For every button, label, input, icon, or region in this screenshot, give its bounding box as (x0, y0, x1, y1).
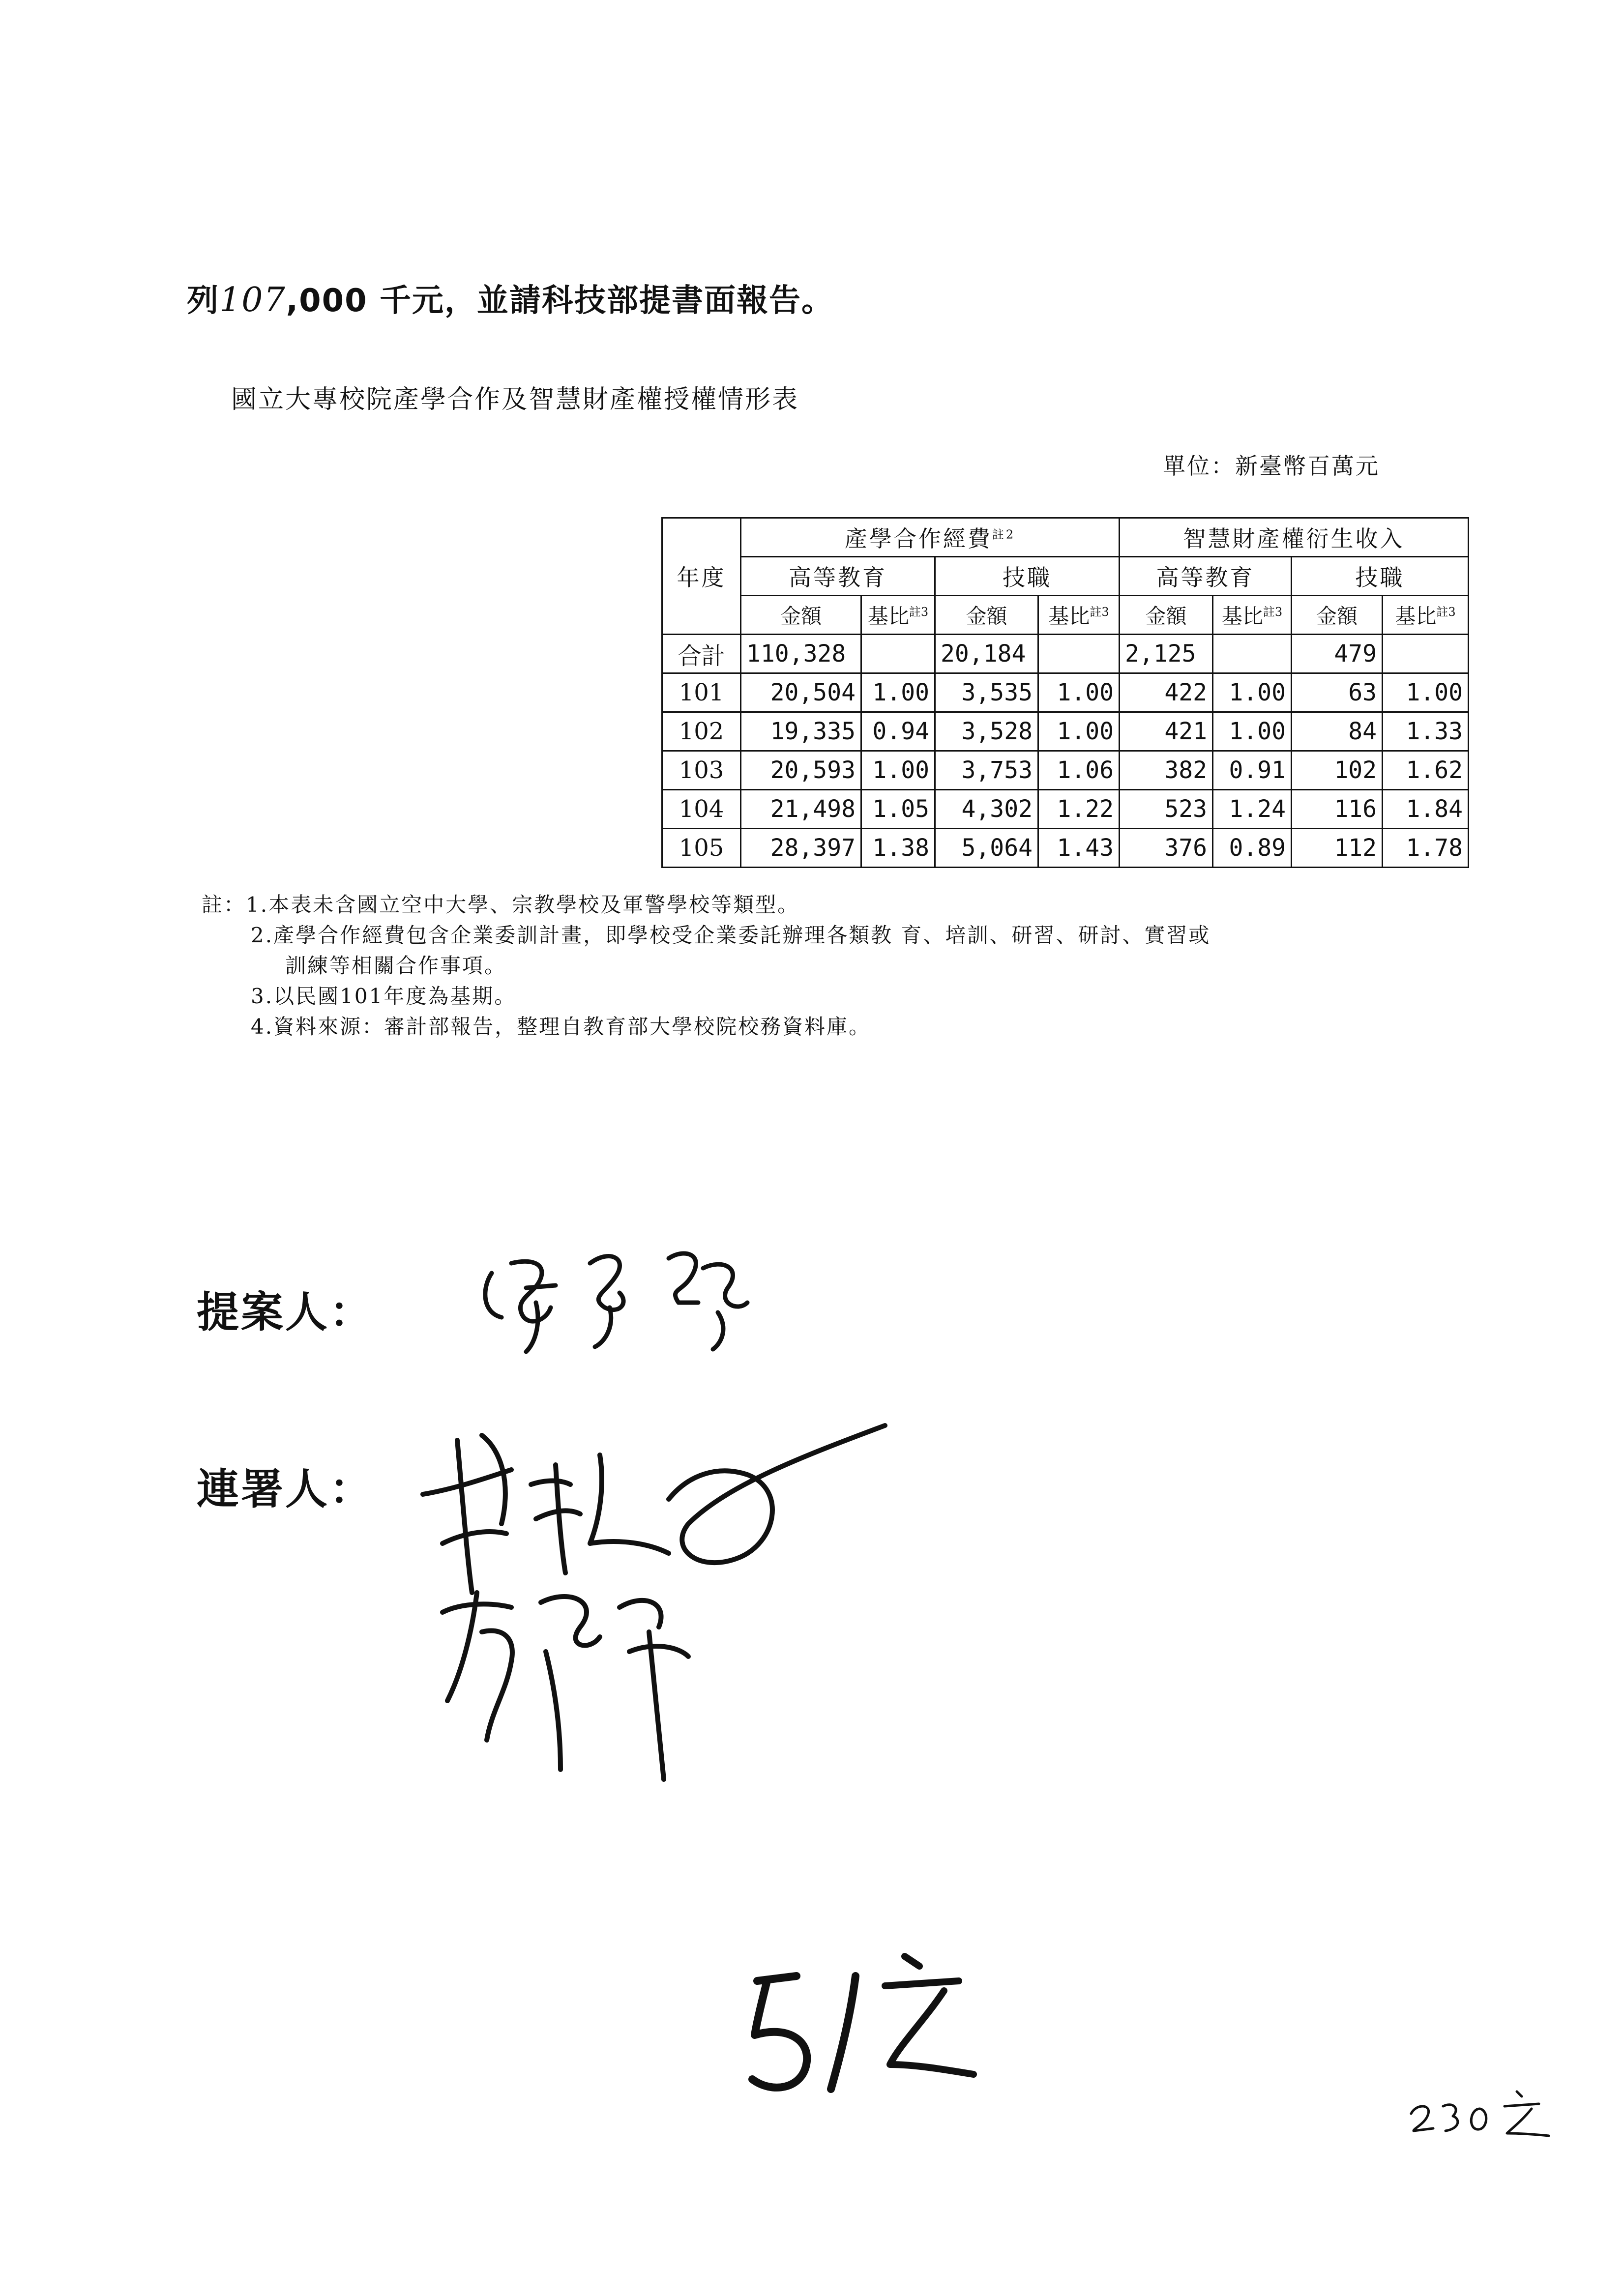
handwritten-amount: 107 (219, 281, 286, 320)
header-row-2 (662, 557, 1469, 596)
table-cell: 1.84 (1383, 790, 1469, 829)
table-cell: 479 (1292, 635, 1383, 673)
row-year: 101 (662, 673, 741, 712)
cooperation-table (661, 517, 1469, 868)
note-item: 4.資料來源：審計部報告，整理自教育部大學校院校務資料庫。 (251, 1015, 871, 1039)
note-item: 訓練等相關合作事項。 (285, 954, 507, 978)
table-cell: 1.43 (1038, 829, 1120, 868)
note-item: 2.產學合作經費包含企業委訓計畫，即學校受企業委託辦理各類教 育、培訓、研習、研討、實習或 (251, 923, 1211, 947)
unit-label: 單位：新臺幣百萬元 (1163, 453, 1380, 479)
table-cell: 20,593 (741, 751, 861, 790)
table-notes (202, 890, 1211, 1042)
table-cell (1213, 635, 1292, 673)
table-cell: 376 (1120, 829, 1213, 868)
table-cell: 1.00 (1213, 673, 1292, 712)
table-cell: 112 (1292, 829, 1383, 868)
table-cell: 21,498 (741, 790, 861, 829)
intro-suffix: ,000 千元，並請科技部提書面報告。 (286, 283, 834, 319)
table-cell: 1.62 (1383, 751, 1469, 790)
table-cell (1038, 635, 1120, 673)
table-cell: 1.00 (1038, 712, 1120, 751)
table-cell: 116 (1292, 790, 1383, 829)
table-cell: 110,328 (741, 635, 861, 673)
table-cell (861, 635, 935, 673)
sub-header-vocational-2: 技職 (1292, 557, 1469, 596)
table-cell: 19,335 (741, 712, 861, 751)
sub-header-higher-ed-2: 高等教育 (1120, 557, 1292, 596)
row-year: 103 (662, 751, 741, 790)
sub-header-higher-ed-1: 高等教育 (741, 557, 935, 596)
proposer-signature (472, 1229, 787, 1357)
index-header: 基比$^{註3}$ (1383, 596, 1469, 635)
table-cell: 28,397 (741, 829, 861, 868)
handwritten-stamp-number (1406, 2084, 1554, 2143)
year-header: 年度 (662, 518, 741, 635)
total-label: 合計 (662, 635, 741, 673)
table-row (662, 790, 1469, 829)
group-header-cooperation: 產學合作經費$^{註2}$ (741, 518, 1120, 557)
table-cell: 1.00 (1383, 673, 1469, 712)
table-cell: 2,125 (1120, 635, 1213, 673)
intro-line (187, 275, 834, 320)
table-cell: 0.91 (1213, 751, 1292, 790)
table-cell: 1.00 (1213, 712, 1292, 751)
table-cell: 20,184 (935, 635, 1038, 673)
table-cell: 63 (1292, 673, 1383, 712)
amount-header: 金額 (741, 596, 861, 635)
table-cell: 3,528 (935, 712, 1038, 751)
header-row-1 (662, 518, 1469, 557)
table-cell: 20,504 (741, 673, 861, 712)
table-cell: 3,753 (935, 751, 1038, 790)
table-cell (1383, 635, 1469, 673)
table-cell: 1.78 (1383, 829, 1469, 868)
table-cell: 523 (1120, 790, 1213, 829)
note-mark: 註2 (992, 527, 1016, 542)
table-cell: 0.89 (1213, 829, 1292, 868)
table-cell: 0.94 (861, 712, 935, 751)
table-row (662, 712, 1469, 751)
header-row-3 (662, 596, 1469, 635)
table-cell: 4,302 (935, 790, 1038, 829)
table-cell: 3,535 (935, 673, 1038, 712)
table-cell: 1.00 (1038, 673, 1120, 712)
note-item: 3.以民國101年度為基期。 (251, 984, 517, 1008)
intro-prefix: 列 (187, 283, 219, 319)
proposer-label: 提案人： (197, 1288, 374, 1337)
table-cell: 1.38 (861, 829, 935, 868)
table-cell: 1.22 (1038, 790, 1120, 829)
row-year: 104 (662, 790, 741, 829)
cosigner-signature (413, 1396, 924, 1789)
table-cell: 1.00 (861, 673, 935, 712)
sub-header-vocational-1: 技職 (935, 557, 1120, 596)
table-row (662, 829, 1469, 868)
table-cell: 1.24 (1213, 790, 1292, 829)
index-header: 基比$^{註3}$ (1213, 596, 1292, 635)
row-year: 105 (662, 829, 741, 868)
table-cell: 1.06 (1038, 751, 1120, 790)
table-cell: 102 (1292, 751, 1383, 790)
table-cell: 84 (1292, 712, 1383, 751)
handwritten-page-number (728, 1947, 983, 2104)
table-title: 國立大專校院產學合作及智慧財產權授權情形表 (231, 385, 799, 414)
index-header: 基比$^{註3}$ (1038, 596, 1120, 635)
amount-header: 金額 (1120, 596, 1213, 635)
table-cell: 1.00 (861, 751, 935, 790)
table-row (662, 673, 1469, 712)
table-cell: 1.05 (861, 790, 935, 829)
amount-header: 金額 (935, 596, 1038, 635)
table-cell: 422 (1120, 673, 1213, 712)
table-row (662, 751, 1469, 790)
table-cell: 5,064 (935, 829, 1038, 868)
note-item: 註：1.本表未含國立空中大學、宗教學校及軍警學校等類型。 (202, 893, 800, 917)
row-year: 102 (662, 712, 741, 751)
table-cell: 382 (1120, 751, 1213, 790)
table-cell: 1.33 (1383, 712, 1469, 751)
cosigner-label: 連署人： (197, 1465, 374, 1514)
index-header: 基比$^{註3}$ (861, 596, 935, 635)
table-cell: 421 (1120, 712, 1213, 751)
amount-header: 金額 (1292, 596, 1383, 635)
group-header-ip-income: 智慧財產權衍生收入 (1120, 518, 1469, 557)
total-row (662, 635, 1469, 673)
